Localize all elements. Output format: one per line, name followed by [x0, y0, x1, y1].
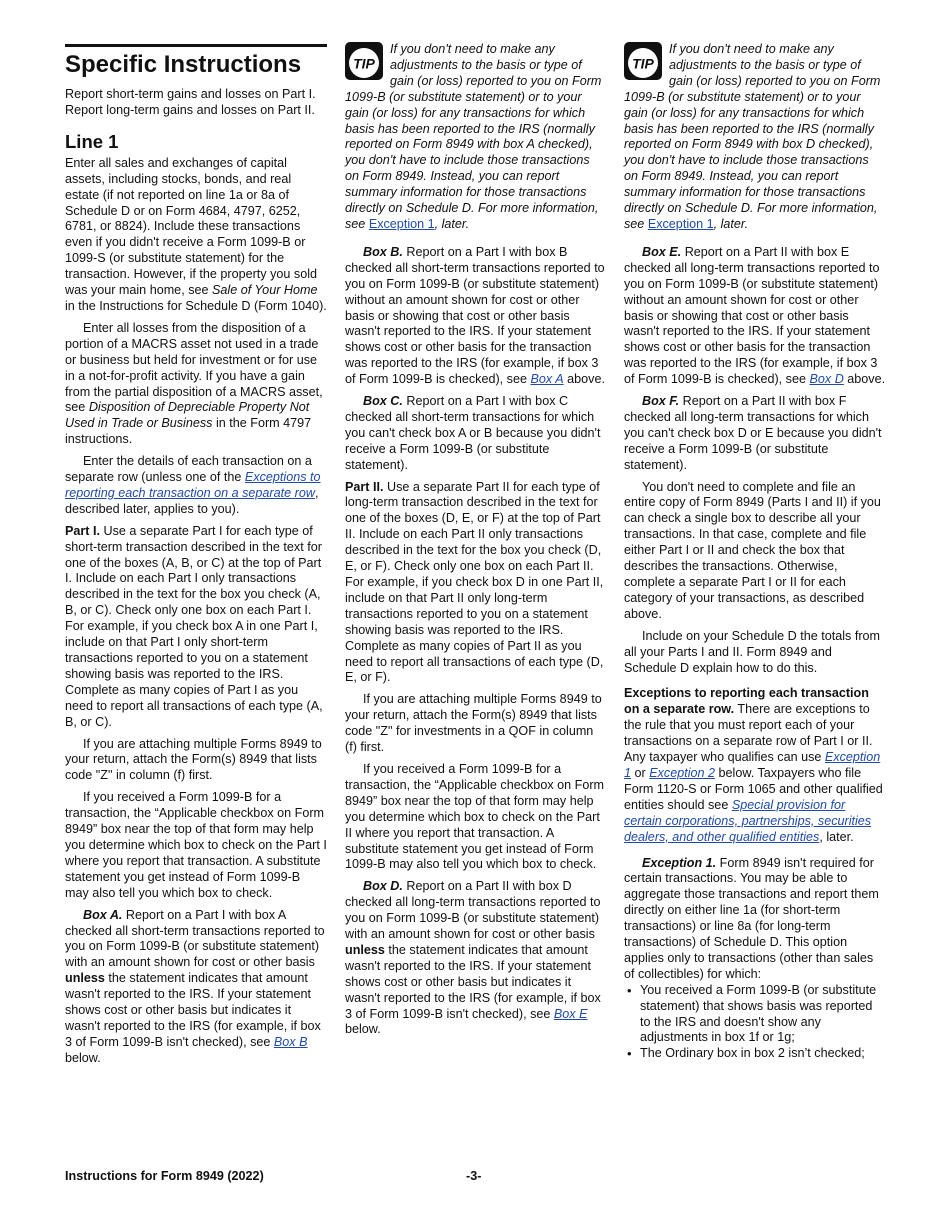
box-d-link[interactable]: Box D: [809, 372, 844, 387]
exception-2-link[interactable]: Exception 2: [649, 765, 716, 780]
special-provision-link[interactable]: Special provision for certain corporations, partnerships, securities dealers, and other qualified entities: [624, 797, 872, 844]
box-a-label: Box A.: [83, 907, 123, 922]
intro-paragraph: Report short-term gains and losses on Part I. Report long-term gains and losses on Part II.: [65, 87, 316, 117]
column-2: [345, 42, 605, 1044]
part1-paragraph: Part I. Use a separate Part I for each type of short-term transaction described in the text for one of the boxes (A, B, or C) at the top of Part I. Include on each Part I only transactions described in the text for the box you check (A, B, or C). Check only one box on each Part I. For example, if you check box A in one Part I, include on that Part I only short-term transactions reported to you on a statement showing basis was reported to the IRS. Complete as many copies of Part I as you need to report all transactions of each type (A, B, or C).: [65, 523, 323, 729]
tip-icon-label: TIP: [632, 55, 654, 72]
footer-page-number: -3-: [466, 1169, 482, 1183]
schedule-d-totals-paragraph: Include on your Schedule D the totals from all your Parts I and II. Form 8949 and Schedule D explain how to do this.: [624, 628, 881, 675]
box-d-paragraph: Box D. Report on a Part II with box D checked all long-term transactions reported to you on Form 1099-B (or substitute statement) with an amount shown for cost or other basis unless the statement indicates that amount wasn't reported to the IRS. If your statement shows cost or other basis but indicates it wasn't reported to the IRS (for example, if box 3 of Form 1099-B isn't checked), see Box E below.: [345, 879, 601, 1037]
separate-row-paragraph: Enter the details of each transaction on a separate row (unless one of the Exceptions to reporting each transaction on a separate row, described later, applies to you).: [65, 454, 321, 516]
tip-box: [624, 42, 886, 233]
list-item: • The Ordinary box in box 2 isn’t checked;: [624, 1046, 886, 1062]
disposition-ref: Disposition of Depreciable Property Not Used in Trade or Business: [65, 400, 310, 431]
multiple-forms-qof-paragraph: If you are attaching multiple Forms 8949 to your return, attach the Form(s) 8949 that lists code "Z" for investments in a QOF in column (f) first.: [345, 692, 602, 755]
line1-paragraph: Enter all sales and exchanges of capital assets, including stocks, bonds, and real estate (if not reported on line 1a or 8a of Schedule D or on Form 4684, 4797, 6252, 6781, or 8824). Include these transactions even if you didn't receive a Form 1099-B or 1099-S (or substitute statement) for the transaction. However, if the property you sold was your main home, see Sale of Your Home in the Instructions for Schedule D (Form 1040).: [65, 155, 327, 313]
tip-text: If you don't need to make any adjustments to the basis or type of gain (or loss) reported to you on Form 1099-B (or substitute statement) or to your gain (or loss) for any transactions for which basis has been reported to the IRS (normally reported on Form 8949 with box D checked), you don't have to include those transactions on Form 8949. Instead, you can report summary information for those transactions directly on Schedule D. For more information, see Exception 1, later.: [624, 42, 881, 231]
macrs-paragraph: Enter all losses from the disposition of a portion of a MACRS asset not used in a trade or business but held for investment or for use in a not-for-profit activity. If you have a gain from the partial disposition of a MACRS asset, see Disposition of Depreciable Property Not Used in Trade or Business in the Form 4797 instructions.: [65, 320, 323, 447]
box-f-paragraph: Box F. Report on a Part II with box F checked all long-term transactions for which you can't check box D or E because you didn't receive a Form 1099-B (or substitute statement).: [624, 394, 882, 472]
box-c-paragraph: Box C. Report on a Part I with box C checked all short-term transactions for which you can't check box A or B because you didn't receive a Form 1099-B (or substitute statement).: [345, 394, 601, 472]
sale-of-home-ref: Sale of Your Home: [212, 283, 318, 298]
exception-1-list: [624, 983, 886, 1063]
tip-text: If you don't need to make any adjustments to the basis or type of gain (or loss) reported to you on Form 1099-B (or substitute statement) or to your gain (or loss) for any transactions for which basis has been reported to the IRS (normally reported on Form 8949 with box A checked), you don't have to include those transactions on Form 8949. Instead, you can report summary information for those transactions directly on Schedule D. For more information, see Exception 1, later.: [345, 42, 602, 231]
tip-box: [345, 42, 605, 233]
box-a-link[interactable]: Box A: [530, 372, 564, 387]
section-heading: Specific Instructions: [65, 51, 302, 78]
column-3: [624, 42, 886, 1062]
received-1099b-part2-paragraph: If you received a Form 1099-B for a transaction, the “Applicable checkbox on Form 8949” box near the top of that form may help you determine which box to check on the Part II where you report that transaction. A substitute statement you get instead of Form 1099-B may also tell you which box to check.: [345, 761, 605, 872]
single-box-paragraph: You don't need to complete and file an entire copy of Form 8949 (Parts I and II) if you can check a single box to describe all your transactions. In that case, complete and file either Part I or II and check the box that describes the transactions. Otherwise, complete a separate Part I or II for each category of your transactions, as described above.: [624, 479, 881, 621]
footer-form-title: Instructions for Form 8949 (2022): [65, 1169, 264, 1183]
box-e-link[interactable]: Box E: [553, 1006, 588, 1021]
exceptions-link[interactable]: Exceptions to reporting each transaction on a separate row: [65, 470, 321, 500]
multiple-forms-paragraph: If you are attaching multiple Forms 8949 to your return, attach the Form(s) 8949 that lists code "Z" in column (f) first.: [65, 736, 322, 783]
tip-icon-label: TIP: [353, 55, 375, 72]
box-c-label: Box C.: [363, 394, 403, 409]
exception-1-label: Exception 1.: [642, 855, 717, 870]
list-item: • You received a Form 1099-B (or substitute statement) that shows basis was reported to the IRS and doesn't show any adjustments in box 1f or 1g;: [624, 983, 886, 1047]
part1-label: Part I.: [65, 523, 100, 538]
part2-label: Part II.: [345, 479, 384, 494]
exception-1-link[interactable]: Exception 1: [368, 216, 435, 231]
received-1099b-paragraph: If you received a Form 1099-B for a transaction, the “Applicable checkbox on Form 8949” box near the top of that form may help you determine which box to check on the Part I where you report that transaction. A substitute statement you get instead of Form 1099-B may also tell you which box to check.: [65, 790, 327, 900]
box-b-label: Box B.: [363, 244, 403, 259]
exceptions-paragraph: Exceptions to reporting each transaction on a separate row. There are exceptions to the rule that you must report each of your transactions on a separate row of Part I or II. Any taxpayer who qualifies can use Exception 1 or Exception 2 below. Taxpayers who file Form 1120-S or Form 1065 and other qualified entities should see Special provision for certain corporations, partnerships, securities dealers, and other qualified entities, later.: [624, 686, 883, 844]
line1-heading: Line 1: [65, 130, 119, 152]
box-d-label: Box D.: [363, 879, 403, 894]
top-rule: [65, 44, 327, 79]
box-e-label: Box E.: [642, 244, 682, 259]
box-a-paragraph: Box A. Report on a Part I with box A checked all short-term transactions reported to you on Form 1099-B (or substitute statement) with an amount shown for cost or other basis unless the statement indicates that amount wasn't reported to the IRS. If your statement shows cost or other basis but indicates it wasn't reported to the IRS (for example, if box 3 of Form 1099-B isn't checked), see Box B below.: [65, 907, 325, 1065]
exception-1-paragraph: Exception 1. Form 8949 isn't required for certain transactions. You may be able to aggregate those transactions and report them directly on either line 1a (for short-term transactions) or line 8a (for long-term transactions) of Schedule D. This option applies only to transactions (other than sales of collectibles) for which:: [624, 855, 879, 981]
box-e-paragraph: Box E. Report on a Part II with box E checked all long-term transactions reported to you on Form 1099-B (or substitute statement) without an amount shown for cost or other basis or showing that cost or other basis wasn't reported to the IRS. If your statement shows cost or other basis for the transaction was reported to the IRS (for example, if box 3 of Form 1099-B is checked), see Box D above.: [624, 244, 886, 387]
tip-icon: [624, 42, 662, 80]
exception-1-link[interactable]: Exception 1: [624, 750, 881, 780]
part2-paragraph: Part II. Use a separate Part II for each type of long-term transaction described in the text for one of the boxes (D, E, or F) at the top of Part II. Include on each Part II only transactions described in the text for the box you check (D, E, or F). Check only one box on each Part II. For example, if you check box D in one Part II, include on that Part II only long-term transactions reported to you on a statement showing basis was reported to the IRS. Complete as many copies of Part II as you need to report all transactions of each type (D, E, or F).: [345, 479, 604, 685]
exceptions-heading: Exceptions to reporting each transaction on a separate row.: [624, 686, 869, 717]
box-f-label: Box F.: [642, 394, 680, 409]
exception-1-link[interactable]: Exception 1: [647, 216, 714, 231]
box-b-link[interactable]: Box B: [273, 1034, 308, 1049]
tip-icon: [345, 42, 383, 80]
box-b-paragraph: Box B. Report on a Part I with box B checked all short-term transactions reported to you on Form 1099-B (or substitute statement) without an amount shown for cost or other basis or showing that cost or other basis wasn't reported to the IRS. If your statement shows cost or other basis for the transaction was reported to the IRS (for example, if box 3 of Form 1099-B is checked), see Box A above.: [345, 244, 605, 387]
column-1: [65, 42, 327, 1073]
